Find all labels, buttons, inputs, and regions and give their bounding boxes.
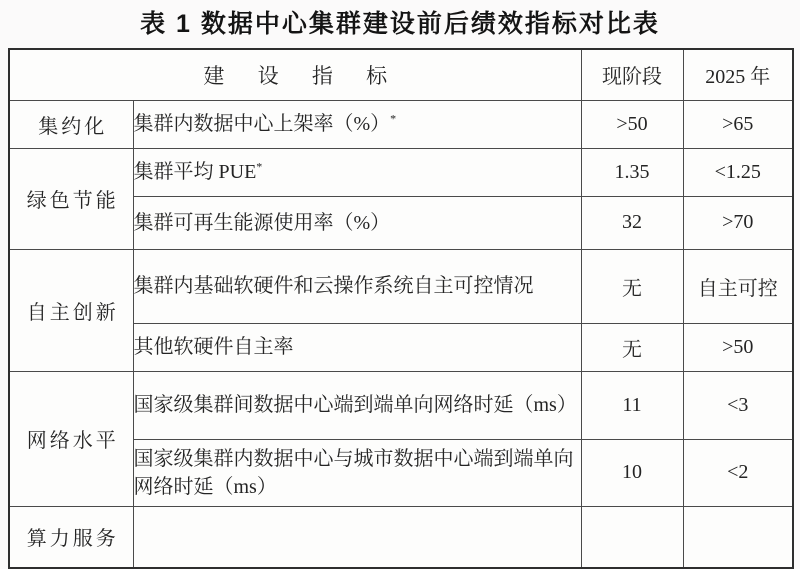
indicator-text: 集群可再生能源使用率（%）	[133, 211, 391, 234]
table-row-cut-off	[9, 506, 793, 568]
indicator-text: 其他软硬件自主率	[133, 336, 294, 358]
value-current: >50	[581, 100, 683, 148]
value-2025: >50	[683, 323, 793, 371]
indicator-autonomous-control	[133, 249, 581, 323]
value-current-empty	[581, 506, 683, 568]
value-current: 32	[581, 196, 683, 249]
footnote-mark: *	[256, 159, 263, 174]
table-header-row	[9, 49, 793, 100]
header-current-stage: 现阶段	[581, 49, 683, 100]
indicator-text: 集群内数据中心上架率（%）	[133, 113, 391, 135]
category-independent-innovation: 自主创新	[9, 249, 133, 371]
indicator-text: 集群平均 PUE	[133, 161, 257, 183]
value-current: 无	[581, 249, 683, 323]
value-2025: <1.25	[683, 148, 793, 196]
value-2025: <2	[683, 439, 793, 506]
value-2025-empty	[683, 506, 793, 568]
category-green-energy: 绿色节能	[9, 148, 133, 249]
indicator-renewable-energy	[133, 196, 581, 249]
table-row	[9, 371, 793, 439]
table-row	[9, 148, 793, 196]
indicator-average-pue	[133, 148, 581, 196]
indicator-text: 集群内基础软硬件和云操作系统自主可控情况	[133, 275, 534, 297]
category-intensification: 集约化	[9, 100, 133, 148]
value-current: 11	[581, 371, 683, 439]
header-construction-indicators: 建 设 指 标	[9, 49, 581, 100]
indicator-other-autonomy-rate	[133, 323, 581, 371]
value-2025: <3	[683, 371, 793, 439]
table-row	[9, 100, 793, 148]
indicator-intra-cluster-latency	[133, 439, 581, 506]
value-2025: 自主可控	[683, 249, 793, 323]
category-network-level: 网络水平	[9, 371, 133, 506]
value-current: 无	[581, 323, 683, 371]
category-computing-service: 算力服务	[9, 506, 133, 568]
table-title: 表 1 数据中心集群建设前后绩效指标对比表	[140, 10, 660, 38]
value-current: 10	[581, 439, 683, 506]
indicator-empty	[133, 506, 581, 568]
footnote-mark: *	[390, 111, 397, 126]
value-2025: >70	[683, 196, 793, 249]
table-row	[9, 249, 793, 323]
header-year-2025: 2025 年	[683, 49, 793, 100]
indicator-rack-rate	[133, 100, 581, 148]
indicator-text: 国家级集群间数据中心端到端单向网络时延（ms）	[133, 394, 577, 416]
value-current: 1.35	[581, 148, 683, 196]
value-2025: >65	[683, 100, 793, 148]
indicator-text: 国家级集群内数据中心与城市数据中心端到端单向网络时延（ms）	[133, 447, 574, 498]
indicator-inter-cluster-latency	[133, 371, 581, 439]
performance-indicator-table	[8, 48, 794, 569]
